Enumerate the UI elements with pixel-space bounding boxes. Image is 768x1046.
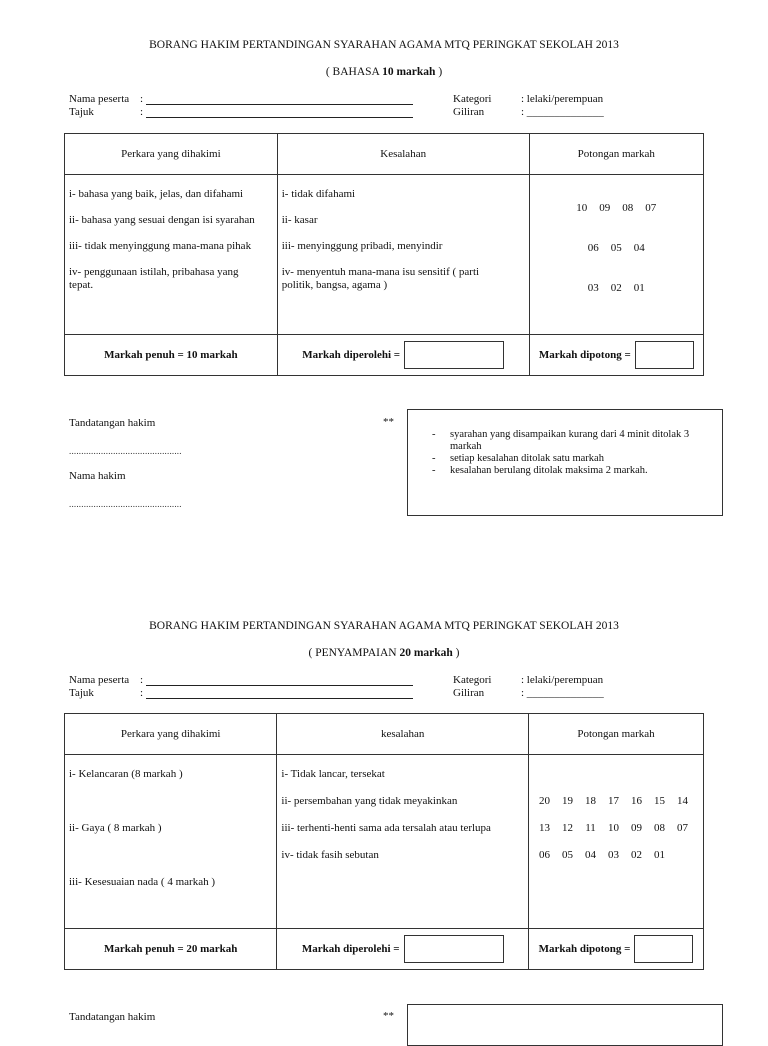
label-tajuk: Tajuk xyxy=(69,687,94,699)
perkara-item: ii- Gaya ( 8 markah ) xyxy=(69,822,162,834)
giliran-value[interactable]: : ______________ xyxy=(521,687,604,699)
potongan-cell xyxy=(529,175,703,335)
tajuk-field[interactable] xyxy=(146,698,413,699)
nama-hakim-label: Nama hakim xyxy=(69,470,126,482)
deduction-value[interactable]: 15 xyxy=(654,795,666,807)
header-kesalahan: Kesalahan xyxy=(277,134,529,175)
potongan-cell xyxy=(529,755,704,929)
note-marker: ** xyxy=(383,416,394,428)
label-nama-peserta: Nama peserta xyxy=(69,93,130,105)
tandatangan-hakim-label: Tandatangan hakim xyxy=(69,417,156,429)
markah-diperolehi-cell: Markah diperolehi = xyxy=(277,335,529,376)
kesalahan-item: iv- tidak fasih sebutan xyxy=(281,849,379,861)
kesalahan-item: iv- menyentuh mana-mana isu sensitif ( parti politik, bangsa, agama ) xyxy=(281,266,480,291)
deduction-value[interactable]: 06 xyxy=(539,849,551,861)
deduction-value[interactable]: 01 xyxy=(654,849,666,861)
tandatangan-hakim-label: Tandatangan hakim xyxy=(69,1011,156,1023)
perkara-item: iii- Kesesuaian nada ( 4 markah ) xyxy=(69,876,215,888)
deduction-value[interactable]: 02 xyxy=(610,282,622,294)
perkara-cell xyxy=(65,755,277,929)
label-tajuk: Tajuk xyxy=(69,106,94,118)
deduction-value[interactable]: 09 xyxy=(631,822,643,834)
deduction-value[interactable]: 08 xyxy=(654,822,666,834)
label-giliran: Giliran xyxy=(453,687,485,699)
notes-box xyxy=(407,409,723,516)
perkara-item: iii- tidak menyinggung mana-mana pihak xyxy=(69,240,252,252)
deduction-value[interactable]: 01 xyxy=(633,282,645,294)
form-title: BORANG HAKIM PERTANDINGAN SYARAHAN AGAMA MTQ PERINGKAT SEKOLAH 2013 xyxy=(149,39,619,51)
markah-dipotong-input[interactable] xyxy=(635,341,694,369)
header-perkara: Perkara yang dihakimi xyxy=(65,714,277,755)
kesalahan-item: ii- kasar xyxy=(281,214,318,226)
deduction-value[interactable]: 10 xyxy=(576,202,588,214)
kategori-value[interactable]: : lelaki/perempuan xyxy=(521,93,604,105)
perkara-item: i- Kelancaran (8 markah ) xyxy=(69,768,183,780)
form-subtitle: ( BAHASA 10 markah ) xyxy=(325,66,443,78)
giliran-value[interactable]: : ______________ xyxy=(521,106,604,118)
kesalahan-item: i- Tidak lancar, tersekat xyxy=(281,768,385,780)
deduction-value[interactable]: 19 xyxy=(562,795,574,807)
perkara-item: ii- bahasa yang sesuai dengan isi syarahan xyxy=(69,214,255,226)
markah-dipotong-cell: Markah dipotong = xyxy=(529,929,704,970)
label-kategori: Kategori xyxy=(453,93,492,105)
note-item: - syarahan yang disampaikan kurang dari 4 minit ditolak 3 markah xyxy=(432,429,690,452)
deduction-value[interactable]: 03 xyxy=(608,849,620,861)
deduction-value[interactable]: 03 xyxy=(587,282,599,294)
deduction-value[interactable]: 07 xyxy=(645,202,657,214)
nama-peserta-field[interactable] xyxy=(146,685,413,686)
kesalahan-cell xyxy=(277,175,529,335)
deduction-value[interactable]: 13 xyxy=(539,822,551,834)
deduction-value[interactable]: 07 xyxy=(677,822,689,834)
deduction-value[interactable]: 14 xyxy=(677,795,689,807)
tandatangan-line[interactable]: .............................................. xyxy=(69,446,182,456)
deduction-value[interactable]: 12 xyxy=(562,822,574,834)
deduction-value[interactable]: 05 xyxy=(562,849,574,861)
kesalahan-item: ii- persembahan yang tidak meyakinkan xyxy=(281,795,458,807)
header-potongan: Potongan markah xyxy=(529,714,704,755)
deduction-value[interactable]: 08 xyxy=(622,202,634,214)
nama-hakim-line[interactable]: .............................................. xyxy=(69,499,182,509)
label-nama-peserta: Nama peserta xyxy=(69,674,130,686)
notes-box xyxy=(407,1004,723,1046)
deduction-value[interactable]: 20 xyxy=(539,795,551,807)
kesalahan-cell xyxy=(277,755,529,929)
deduction-value[interactable]: 09 xyxy=(599,202,611,214)
nama-peserta-field[interactable] xyxy=(146,104,413,105)
label-kategori: Kategori xyxy=(453,674,492,686)
perkara-cell xyxy=(65,175,278,335)
kesalahan-item: iii- menyinggung pribadi, menyindir xyxy=(281,240,443,252)
note-marker: ** xyxy=(383,1010,394,1022)
deduction-value[interactable]: 17 xyxy=(608,795,620,807)
form-title: BORANG HAKIM PERTANDINGAN SYARAHAN AGAMA MTQ PERINGKAT SEKOLAH 2013 xyxy=(149,620,619,632)
kategori-value[interactable]: : lelaki/perempuan xyxy=(521,674,604,686)
tajuk-field[interactable] xyxy=(146,117,413,118)
score-table xyxy=(64,713,704,970)
deduction-value[interactable]: 10 xyxy=(608,822,620,834)
deduction-value[interactable]: 06 xyxy=(587,242,599,254)
deduction-value[interactable]: 05 xyxy=(610,242,622,254)
deduction-value[interactable]: 04 xyxy=(585,849,597,861)
markah-dipotong-input[interactable] xyxy=(634,935,693,963)
kesalahan-item: i- tidak difahami xyxy=(281,188,356,200)
markah-penuh-cell: Markah penuh = 10 markah xyxy=(65,335,278,376)
deduction-value[interactable]: 18 xyxy=(585,795,597,807)
header-perkara: Perkara yang dihakimi xyxy=(65,134,278,175)
deduction-value[interactable]: 11 xyxy=(585,822,596,834)
form-subtitle: ( PENYAMPAIAN 20 markah ) xyxy=(308,647,460,659)
deduction-value[interactable]: 04 xyxy=(633,242,645,254)
markah-penuh-cell: Markah penuh = 20 markah xyxy=(65,929,277,970)
markah-diperolehi-input[interactable] xyxy=(404,341,504,369)
score-table xyxy=(64,133,704,376)
markah-diperolehi-cell: Markah diperolehi = xyxy=(277,929,529,970)
note-item: - kesalahan berulang ditolak maksima 2 markah. xyxy=(432,465,648,476)
perkara-item: i- bahasa yang baik, jelas, dan difahami xyxy=(69,188,244,200)
markah-dipotong-cell: Markah dipotong = xyxy=(529,335,703,376)
deduction-value[interactable]: 16 xyxy=(631,795,643,807)
kesalahan-item: iii- terhenti-henti sama ada tersalah atau terlupa xyxy=(281,822,491,834)
perkara-item: iv- penggunaan istilah, pribahasa yang tepat. xyxy=(69,266,239,291)
deduction-value[interactable]: 02 xyxy=(631,849,643,861)
label-giliran: Giliran xyxy=(453,106,485,118)
header-potongan: Potongan markah xyxy=(529,134,703,175)
markah-diperolehi-input[interactable] xyxy=(404,935,504,963)
header-kesalahan: kesalahan xyxy=(277,714,529,755)
note-item: - setiap kesalahan ditolak satu markah xyxy=(432,453,604,464)
